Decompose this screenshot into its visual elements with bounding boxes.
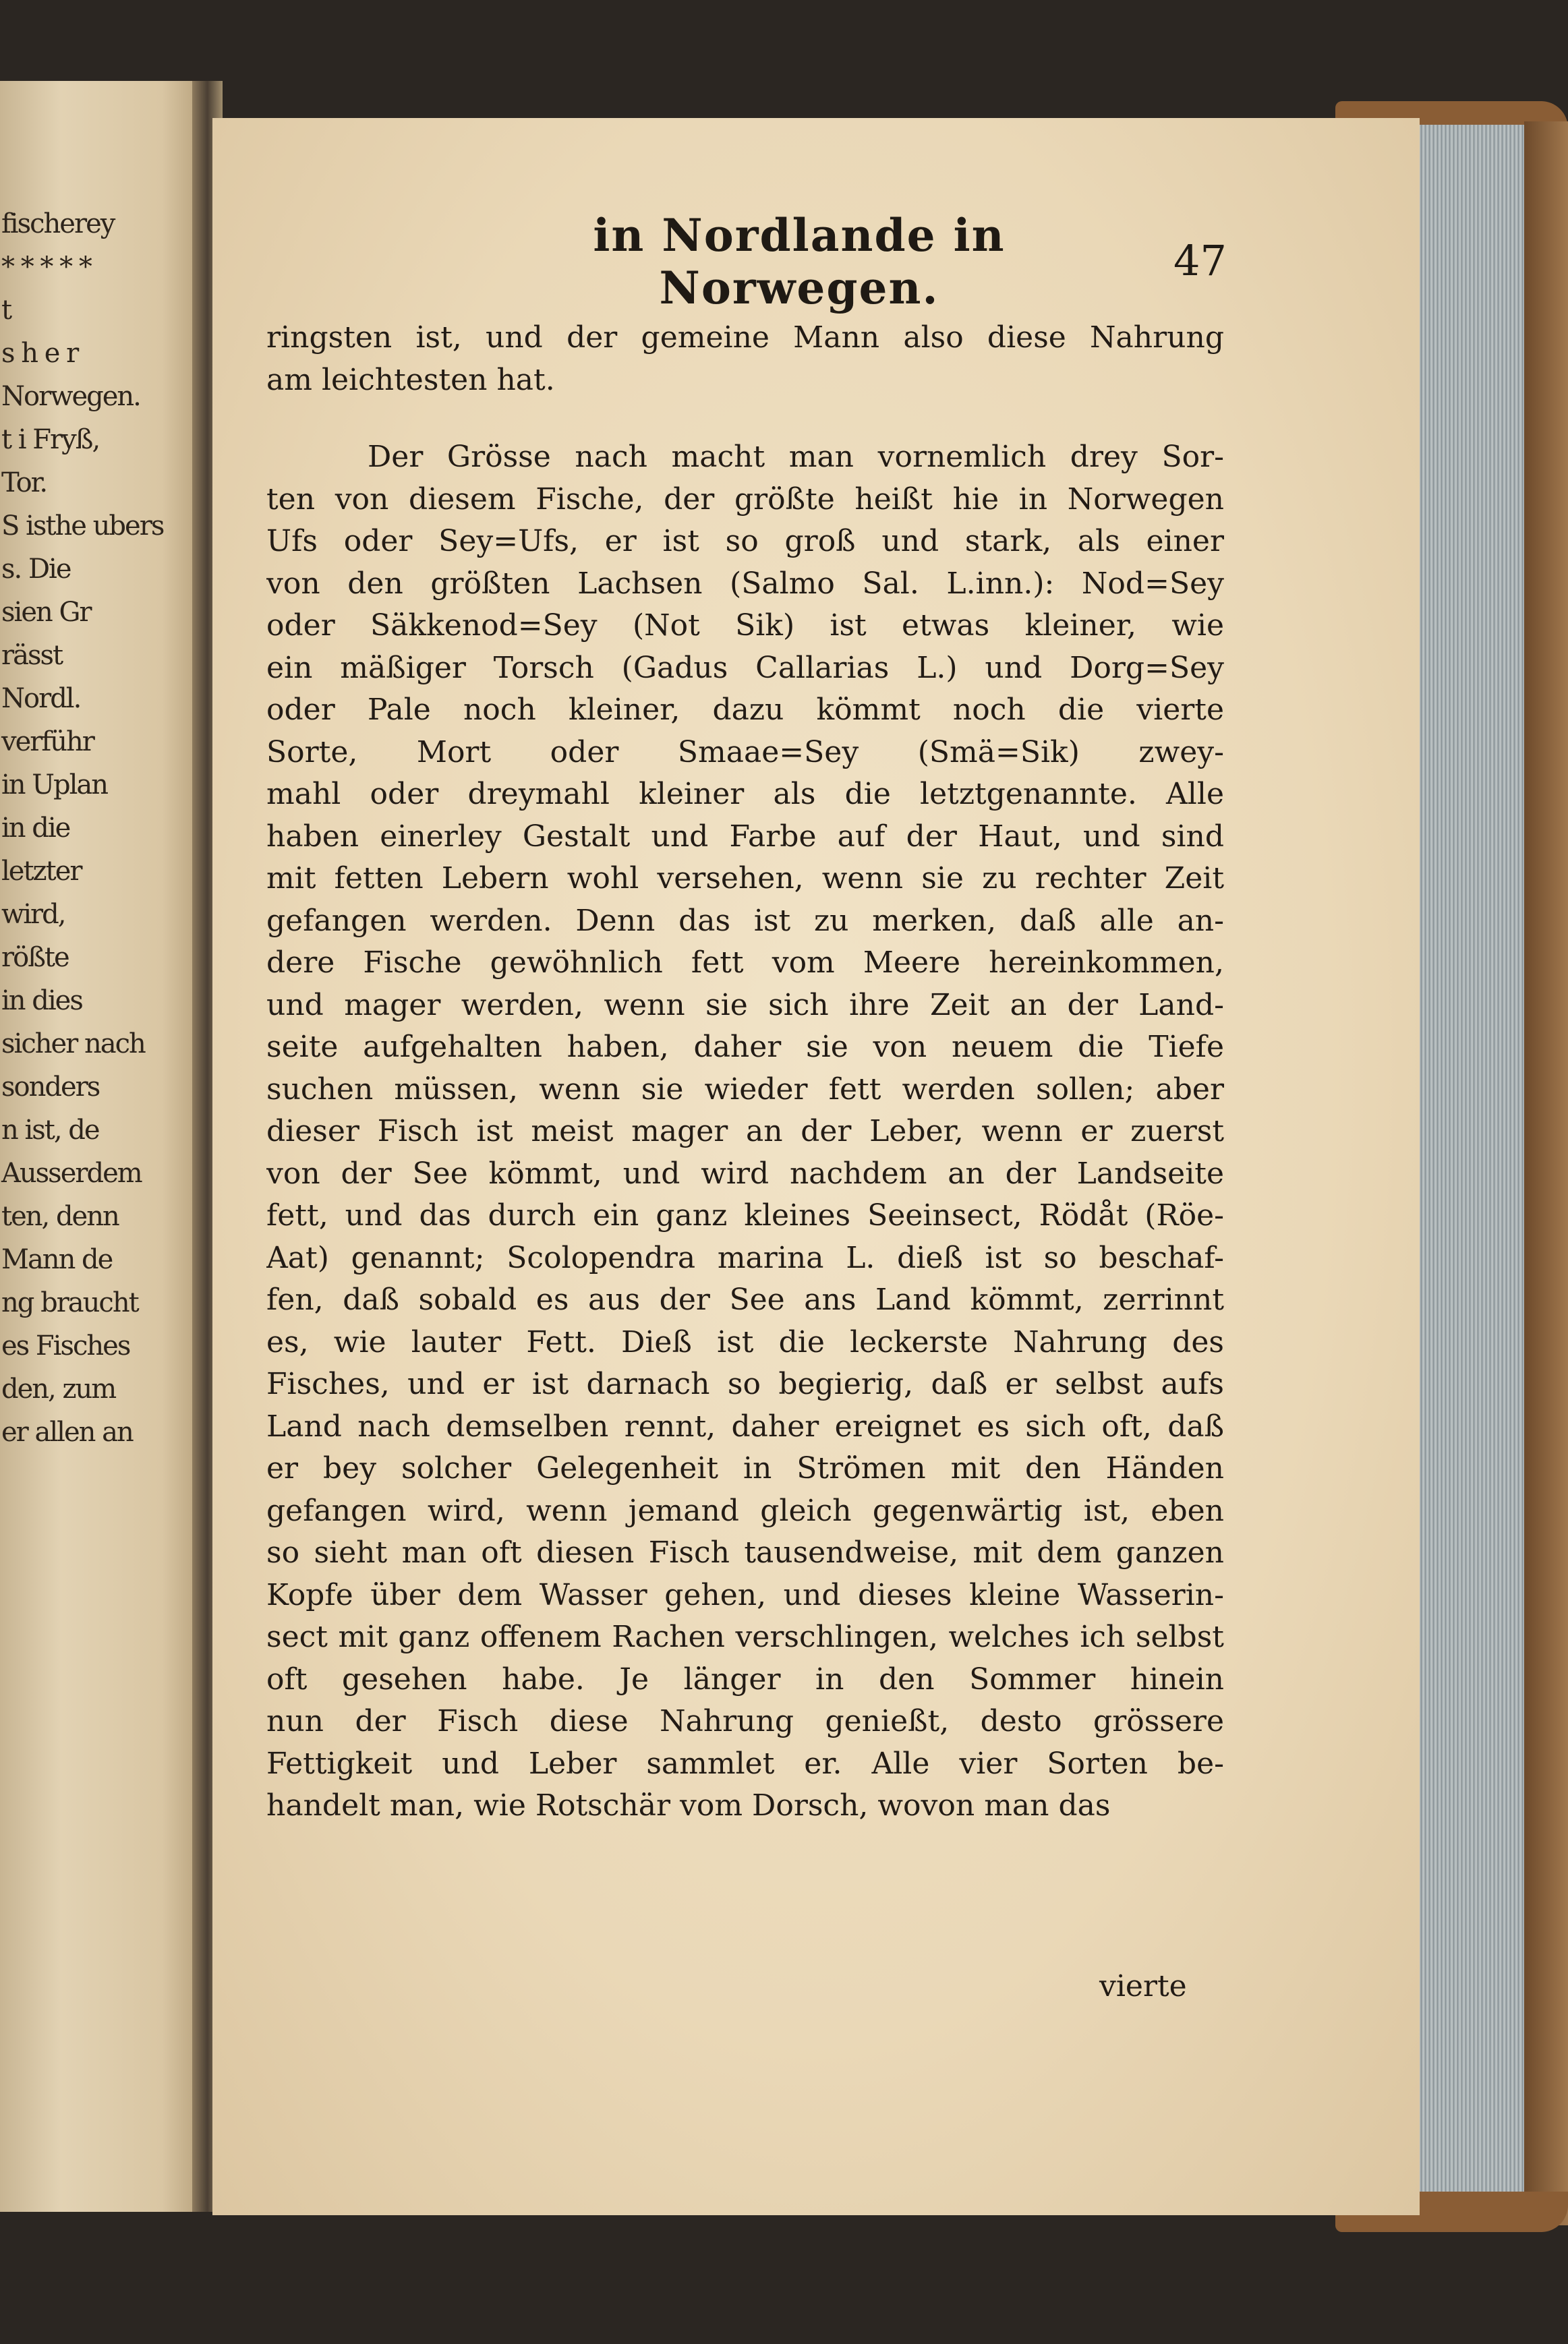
facing-page-line: sicher nach — [1, 1028, 145, 1059]
text-line: Sorte, Mort oder Smaae=Sey (Smä=Sik) zwey- — [266, 734, 1224, 769]
facing-page-left — [0, 81, 202, 2212]
text-line: Der Grösse nach macht man vornemlich drey Sor- — [368, 440, 1224, 474]
facing-page-line: ng braucht — [1, 1287, 138, 1318]
facing-page-line: den, zum — [1, 1374, 116, 1405]
facing-page-line: in dies — [1, 985, 82, 1016]
text-line: ringsten ist, und der gemeine Mann also diese Nahrung — [266, 320, 1224, 355]
text-line: dere Fische gewöhnlich fett vom Meere hereinkommen, — [266, 945, 1224, 980]
facing-page-line: n ist, de — [1, 1115, 99, 1146]
facing-page-line: * * * * * — [1, 252, 91, 283]
facing-page-line: fischerey — [1, 208, 115, 239]
facing-page-line: t — [1, 295, 11, 326]
text-line: fen, daß sobald es aus der See ans Land kömmt, zerrinnt — [266, 1283, 1224, 1317]
text-line: nun der Fisch diese Nahrung genießt, desto grössere — [266, 1704, 1224, 1738]
facing-page-line: sien Gr — [1, 597, 91, 628]
facing-page-text — [0, 202, 202, 1454]
text-line: Fisches, und er ist darnach so begierig, daß er selbst aufs — [266, 1367, 1224, 1401]
paragraph-gap — [266, 401, 1224, 436]
facing-page-line: Tor. — [1, 467, 47, 498]
body-text — [266, 317, 1224, 1827]
paragraph — [266, 436, 1224, 1827]
text-line: Ufs oder Sey=Ufs, er ist so groß und stark, als einer — [266, 524, 1224, 558]
text-line: mahl oder dreymahl kleiner als die letztgenannte. Alle — [266, 777, 1224, 811]
facing-page-line: verführ — [1, 726, 94, 757]
text-line: oder Säkkenod=Sey (Not Sik) ist etwas kleiner, wie — [266, 608, 1224, 643]
facing-page-line: Nordl. — [1, 683, 81, 714]
text-line: fett, und das durch ein ganz kleines Seeinsect, Rödåt (Röe- — [266, 1198, 1224, 1233]
book-cover-right — [1524, 121, 1568, 2225]
text-line: ten von diesem Fische, der größte heißt hie in Norwegen — [266, 481, 1224, 517]
facing-page-line: ten, denn — [1, 1201, 119, 1232]
running-head: in Nordlande in Norwegen. — [593, 209, 1006, 314]
text-line: gefangen wird, wenn jemand gleich gegenwärtig ist, eben — [266, 1493, 1224, 1528]
text-line: haben einerley Gestalt und Farbe auf der Haut, und sind — [266, 819, 1224, 854]
facing-page-line: s. Die — [1, 554, 71, 585]
text-line: Land nach demselben rennt, daher ereignet es sich oft, daß — [266, 1409, 1224, 1444]
text-line: dieser Fisch ist meist mager an der Leber, wenn er zuerst — [266, 1114, 1224, 1148]
facing-page-line: es Fisches — [1, 1330, 130, 1361]
text-line: von der See kömmt, und wird nachdem an der Landseite — [266, 1156, 1224, 1191]
facing-page-line: rößte — [1, 942, 69, 973]
facing-page-line: er allen an — [1, 1417, 133, 1448]
text-line: oder Pale noch kleiner, dazu kömmt noch die vierte — [266, 693, 1224, 727]
facing-page-line: sonders — [1, 1072, 100, 1103]
text-line: am leichtesten hat. — [266, 362, 555, 397]
facing-page-line: in Uplan — [1, 769, 107, 800]
paragraph — [266, 317, 1224, 401]
text-line: gefangen werden. Denn das ist zu merken, daß alle an- — [266, 903, 1224, 938]
facing-page-line: Ausserdem — [1, 1158, 142, 1189]
text-line: mit fetten Lebern wohl versehen, wenn sie zu rechter Zeit — [266, 861, 1224, 896]
page-number: 47 — [1173, 236, 1227, 285]
text-line: und mager werden, wenn sie sich ihre Zeit an der Land- — [266, 987, 1224, 1022]
facing-page-line: Norwegen. — [1, 381, 140, 412]
facing-page-line: t i Fryß, — [1, 424, 100, 455]
text-line: handelt man, wie Rotschär vom Dorsch, wovon man das — [266, 1788, 1111, 1823]
facing-page-line: rässt — [1, 640, 63, 671]
facing-page-line: letzter — [1, 856, 82, 887]
facing-page-line: wird, — [1, 899, 65, 930]
catchword: vierte — [1099, 1969, 1187, 2003]
text-line: von den größten Lachsen (Salmo Sal. L.inn.): Nod=Sey — [266, 566, 1224, 601]
text-line: es, wie lauter Fett. Dieß ist die leckerste Nahrung des — [266, 1324, 1224, 1359]
text-line: ein mäßiger Torsch (Gadus Callarias L.) und Dorg=Sey — [266, 650, 1224, 685]
facing-page-line: s h e r — [1, 338, 78, 369]
text-line: Aat) genannt; Scolopendra marina L. dieß ist so beschaf- — [266, 1240, 1224, 1275]
text-line: Kopfe über dem Wasser gehen, und dieses kleine Wasserin- — [266, 1577, 1224, 1612]
text-line: er bey solcher Gelegenheit in Strömen mit den Händen — [266, 1451, 1224, 1486]
text-line: sect mit ganz offenem Rachen verschlingen, welches ich selbst — [266, 1620, 1224, 1654]
facing-page-line: Mann de — [1, 1244, 113, 1275]
text-line: seite aufgehalten haben, daher sie von neuem die Tiefe — [266, 1030, 1224, 1064]
facing-page-line: in die — [1, 813, 70, 844]
facing-page-line: S isthe ubers — [1, 510, 164, 541]
text-line: Fettigkeit und Leber sammlet er. Alle vier Sorten be- — [266, 1746, 1224, 1781]
text-line: suchen müssen, wenn sie wieder fett werden sollen; aber — [266, 1072, 1224, 1107]
text-line: so sieht man oft diesen Fisch tausendweise, mit dem ganzen — [266, 1535, 1224, 1570]
text-line: oft gesehen habe. Je länger in den Sommer hinein — [266, 1662, 1224, 1697]
